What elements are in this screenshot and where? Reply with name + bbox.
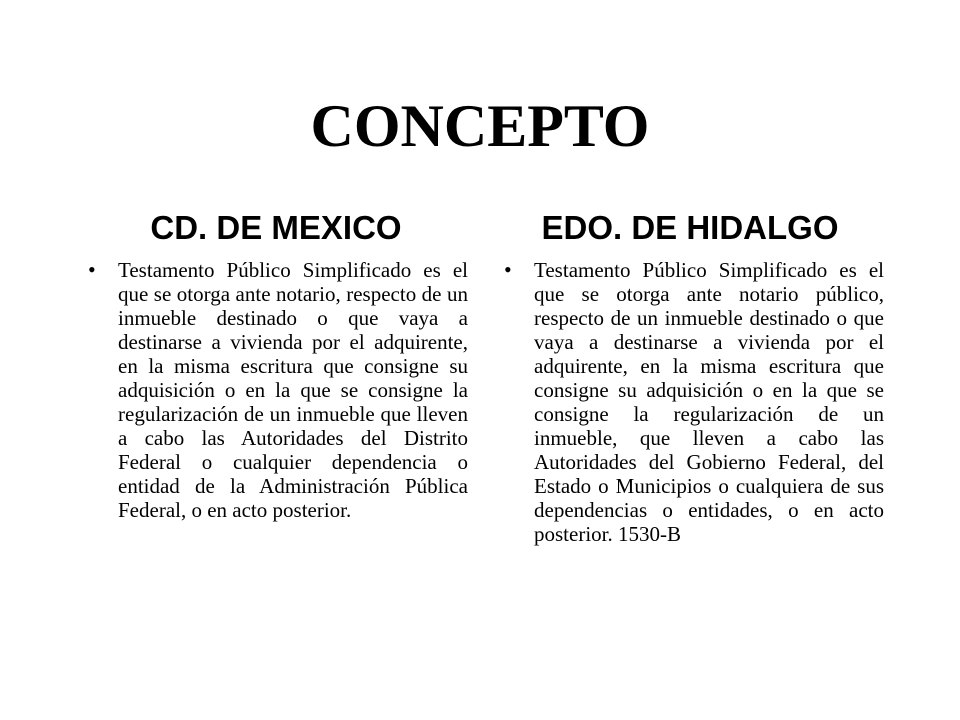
bullet-icon: • <box>88 257 96 282</box>
bullet-item <box>80 258 468 522</box>
bullet-text-cd-de-mexico: Testamento Público Simplificado es el que se otorga ante notario, respecto de un inmueble destinado o que vaya a destinarse a vivienda por el adquirente, en la misma escritura que consigne su adquisición o en la que se consigne la regularización de un inmueble que lleven a cabo las Autoridades del Distrito Federal o cualquier dependencia o entidad de la Administración Pública Federal, o en acto posterior. <box>118 258 468 522</box>
bullet-text-edo-de-hidalgo: Testamento Público Simplificado es el que se otorga ante notario público, respecto de un inmueble destinado o que vaya a destinarse a vivienda por el adquirente, en la misma escritura que consigne su adquisición o en la que se consigne la regularización de un inmueble, que lleven a cabo las Autoridades del Gobierno Federal, del Estado o Municipios o cualquiera de sus dependencias o entidades, o en acto posterior. 1530-B <box>534 258 884 546</box>
bullet-item <box>496 258 884 546</box>
column-heading-cd-de-mexico: CD. DE MEXICO <box>150 209 402 246</box>
column-edo-de-hidalgo <box>496 206 884 546</box>
column-heading-edo-de-hidalgo: EDO. DE HIDALGO <box>541 209 839 246</box>
slide-title: CONCEPTO <box>310 93 650 159</box>
column-cd-de-mexico <box>80 206 468 522</box>
bullet-icon: • <box>504 257 512 282</box>
